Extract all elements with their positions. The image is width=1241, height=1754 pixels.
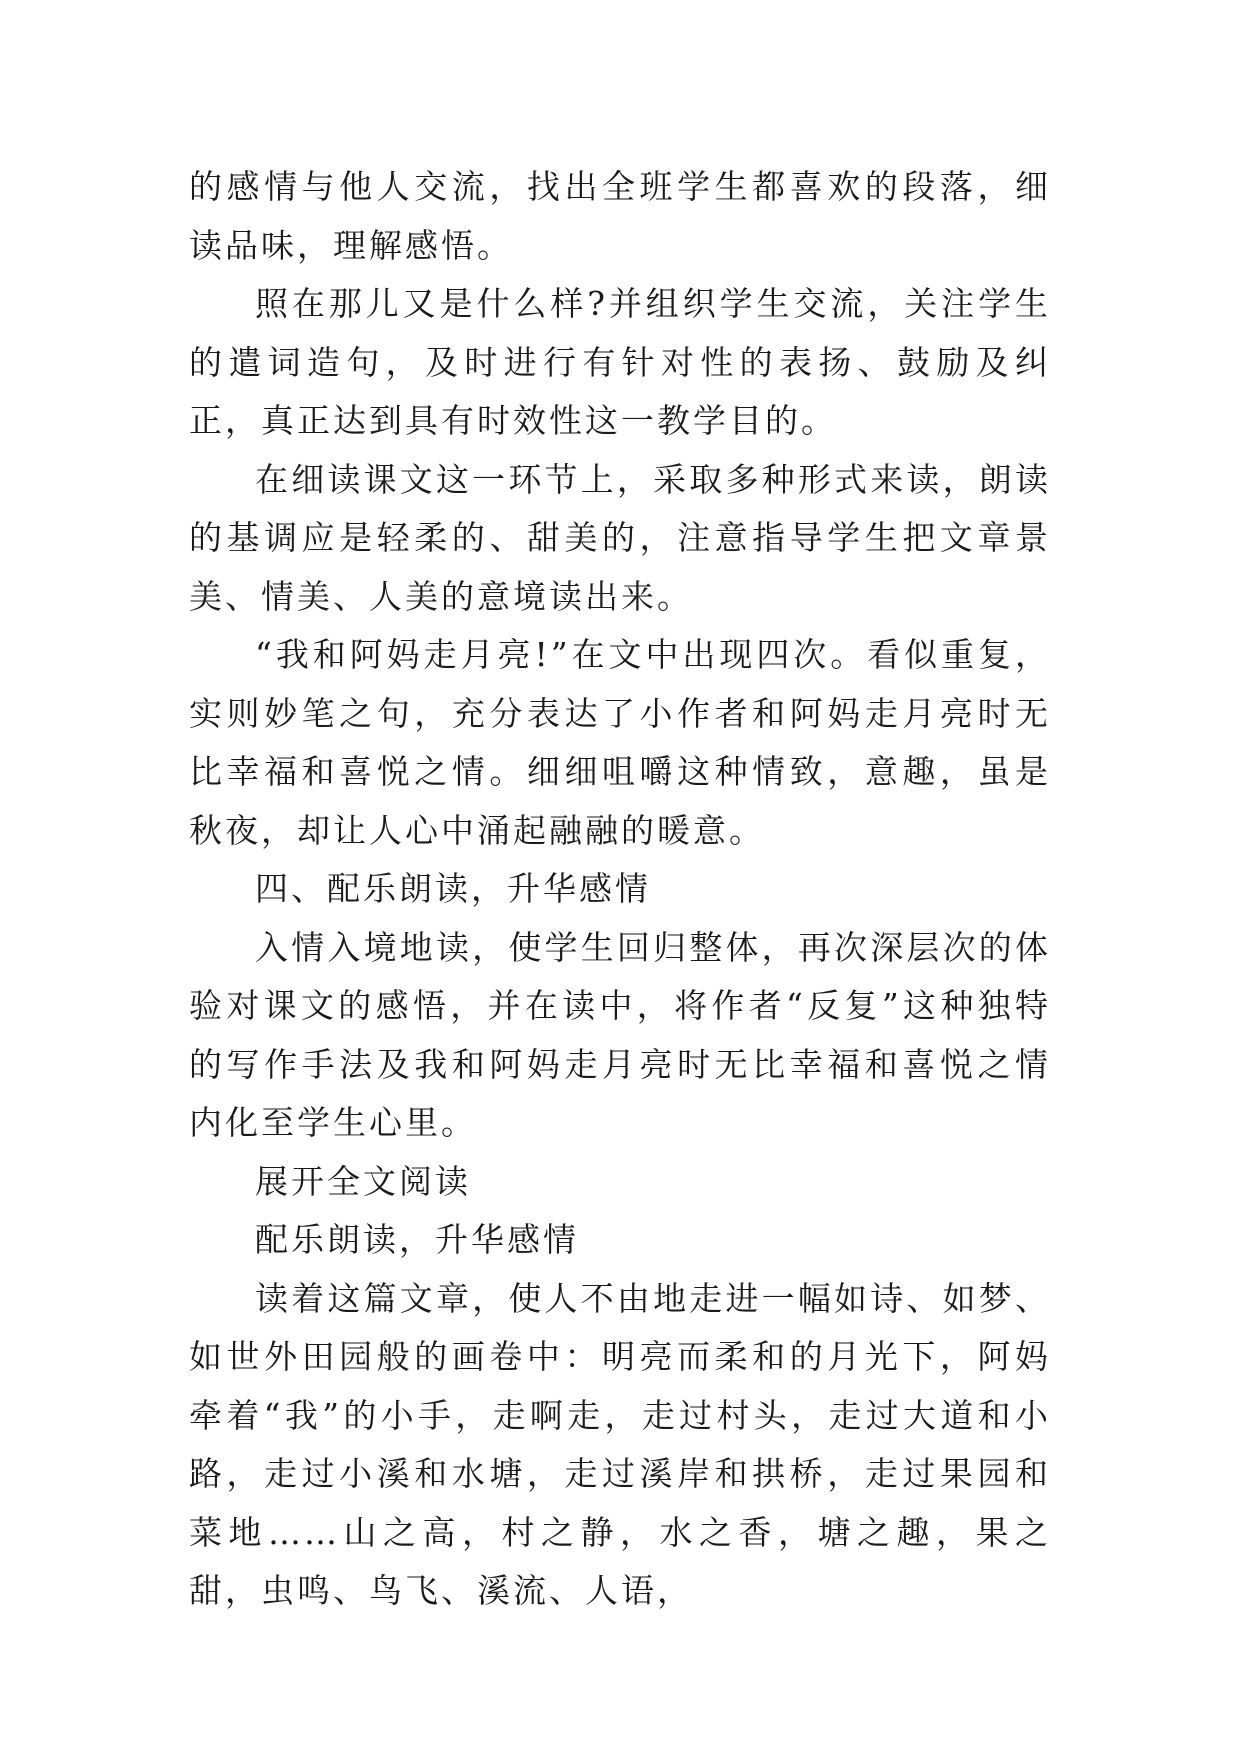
paragraph: “我和阿妈走月亮!”在文中出现四次。看似重复，实则妙笔之句，充分表达了小作者和阿妈走月亮时无比幸福和喜悦之情。细细咀嚼这种情致，意趣，虽是秋夜，却让人心中涌起融融的暖意。 (189, 635, 1051, 850)
paragraph: 照在那儿又是什么样?并组织学生交流，关注学生的遣词造句，及时进行有针对性的表扬、鼓励及纠正，真正达到具有时效性这一教学目的。 (189, 284, 1051, 440)
section-heading: 配乐朗读，升华感情 (255, 1220, 579, 1259)
paragraph: 读着这篇文章，使人不由地走进一幅如诗、如梦、如世外田园般的画卷中：明亮而柔和的月光下，阿妈牵着“我”的小手，走啊走，走过村头，走过大道和小路，走过小溪和水塘，走过溪岸和拱桥，走过果园和菜地……山之高，村之静，水之香，塘之趣，果之甜，虫鸣、鸟飞、溪流、人语， (189, 1278, 1051, 1610)
paragraph: 在细读课文这一环节上，采取多种形式来读，朗读的基调应是轻柔的、甜美的，注意指导学生把文章景美、情美、人美的意境读出来。 (189, 459, 1051, 616)
section-heading: 四、配乐朗读，升华感情 (255, 869, 651, 908)
expand-full-text-label: 展开全文阅读 (255, 1161, 471, 1201)
paragraph: 入情入境地读，使学生回归整体，再次深层次的体验对课文的感悟，并在读中，将作者“反复”这种独特的写作手法及我和阿妈走月亮时无比幸福和喜悦之情内化至学生心里。 (189, 927, 1051, 1142)
paragraph: 的感情与他人交流，找出全班学生都喜欢的段落，细读品味，理解感悟。 (189, 167, 1051, 265)
document-body (189, 158, 1051, 1621)
